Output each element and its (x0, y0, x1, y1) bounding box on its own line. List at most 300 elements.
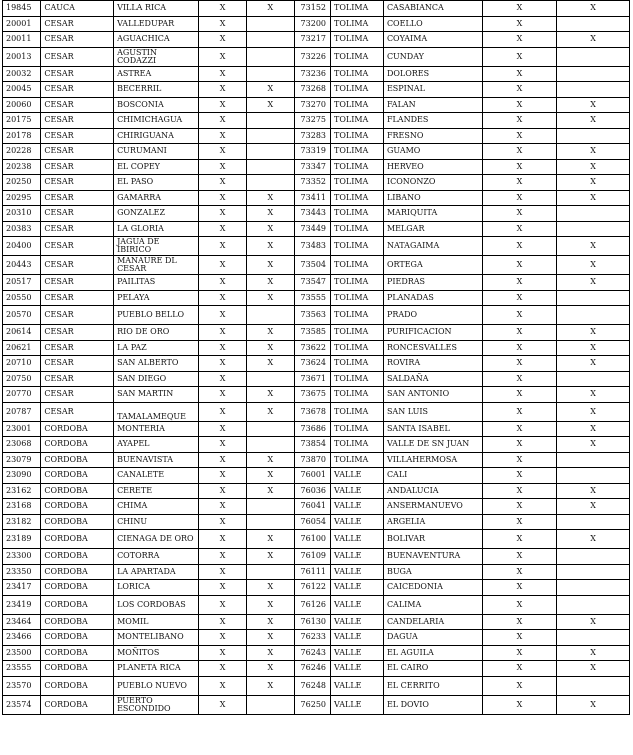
mark-b-left-cell: X (246, 221, 294, 237)
code-right-cell: 73563 (294, 306, 330, 325)
mark-b-left-cell (246, 175, 294, 191)
dept-left-cell: CESAR (41, 387, 114, 403)
code-left-cell: 20750 (3, 371, 41, 387)
mark-a-left-cell: X (199, 237, 247, 256)
mark-b-left-cell: X (246, 82, 294, 98)
mark-a-left-cell: X (199, 645, 247, 661)
code-left-cell: 20001 (3, 16, 41, 32)
table-row (3, 614, 630, 630)
dept-left-cell: CESAR (41, 16, 114, 32)
dept-right-cell: TOLIMA (331, 32, 384, 48)
dept-left-cell: CESAR (41, 113, 114, 129)
municipio-right-cell: CALIMA (383, 595, 482, 614)
mark-b-left-cell: X (246, 595, 294, 614)
code-left-cell: 20032 (3, 66, 41, 82)
dept-right-cell: TOLIMA (331, 144, 384, 160)
municipio-right-cell: SANTA ISABEL (383, 421, 482, 437)
code-left-cell: 23182 (3, 514, 41, 530)
mark-b-right-cell (557, 549, 630, 565)
code-left-cell: 20400 (3, 237, 41, 256)
municipio-left-cell: CANALETE (114, 468, 199, 484)
code-right-cell: 73854 (294, 437, 330, 453)
dept-left-cell: CESAR (41, 144, 114, 160)
mark-a-left-cell: X (199, 325, 247, 341)
code-right-cell: 73217 (294, 32, 330, 48)
table-row (3, 128, 630, 144)
mark-a-left-cell: X (199, 630, 247, 646)
dept-right-cell: TOLIMA (331, 402, 384, 421)
municipio-left-cell: EL COPEY (114, 159, 199, 175)
table-row (3, 82, 630, 98)
mark-a-right-cell: X (482, 144, 557, 160)
table-row (3, 144, 630, 160)
municipio-left-cell: LA GLORIA (114, 221, 199, 237)
dept-left-cell: CORDOBA (41, 645, 114, 661)
code-right-cell: 73504 (294, 256, 330, 275)
code-left-cell: 20310 (3, 206, 41, 222)
code-right-cell: 73686 (294, 421, 330, 437)
code-right-cell: 73352 (294, 175, 330, 191)
table-row (3, 530, 630, 549)
dept-left-cell: CESAR (41, 66, 114, 82)
mark-b-right-cell: X (557, 645, 630, 661)
mark-a-left-cell: X (199, 549, 247, 565)
table-row (3, 371, 630, 387)
municipio-right-cell: PLANADAS (383, 290, 482, 306)
municipio-left-cell: MANAURE DL CESAR (114, 256, 199, 275)
dept-right-cell: TOLIMA (331, 82, 384, 98)
mark-a-left-cell: X (199, 514, 247, 530)
mark-a-left-cell: X (199, 595, 247, 614)
mark-a-left-cell: X (199, 452, 247, 468)
municipio-right-cell: ROVIRA (383, 356, 482, 372)
dept-right-cell: TOLIMA (331, 159, 384, 175)
table-row (3, 97, 630, 113)
mark-a-right-cell: X (482, 402, 557, 421)
table-row (3, 421, 630, 437)
municipio-right-cell: FRESNO (383, 128, 482, 144)
code-left-cell: 20175 (3, 113, 41, 129)
code-left-cell: 23500 (3, 645, 41, 661)
municipio-left-cell: BOSCONIA (114, 97, 199, 113)
code-right-cell: 73200 (294, 16, 330, 32)
dept-left-cell: CORDOBA (41, 421, 114, 437)
mark-a-right-cell: X (482, 237, 557, 256)
mark-a-left-cell: X (199, 468, 247, 484)
code-left-cell: 23168 (3, 499, 41, 515)
mark-a-right-cell: X (482, 661, 557, 677)
municipio-left-cell: EL PASO (114, 175, 199, 191)
dept-right-cell: VALLE (331, 695, 384, 714)
mark-b-left-cell: X (246, 190, 294, 206)
municipio-right-cell: EL AGUILA (383, 645, 482, 661)
table-row (3, 580, 630, 596)
dept-left-cell: CORDOBA (41, 549, 114, 565)
code-right-cell: 76109 (294, 549, 330, 565)
dept-left-cell: CESAR (41, 356, 114, 372)
dept-right-cell: TOLIMA (331, 256, 384, 275)
municipio-right-cell: NATAGAIMA (383, 237, 482, 256)
mark-b-left-cell: X (246, 1, 294, 17)
code-right-cell: 73624 (294, 356, 330, 372)
mark-b-right-cell: X (557, 256, 630, 275)
municipio-right-cell: COELLO (383, 16, 482, 32)
table-row (3, 483, 630, 499)
code-right-cell: 73347 (294, 159, 330, 175)
municipio-left-cell: VILLA RICA (114, 1, 199, 17)
mark-b-right-cell (557, 128, 630, 144)
mark-b-right-cell: X (557, 695, 630, 714)
mark-a-left-cell: X (199, 564, 247, 580)
code-left-cell: 23570 (3, 676, 41, 695)
municipio-left-cell: PAILITAS (114, 275, 199, 291)
municipio-right-cell: HERVEO (383, 159, 482, 175)
municipio-left-cell: GAMARRA (114, 190, 199, 206)
table-row (3, 1, 630, 17)
municipio-left-cell: CHIRIGUANA (114, 128, 199, 144)
mark-a-left-cell: X (199, 661, 247, 677)
dept-left-cell: CESAR (41, 159, 114, 175)
municipio-right-cell: CAICEDONIA (383, 580, 482, 596)
municipio-right-cell: ARGELIA (383, 514, 482, 530)
code-right-cell: 73622 (294, 340, 330, 356)
mark-a-left-cell: X (199, 113, 247, 129)
mark-a-right-cell: X (482, 549, 557, 565)
dept-left-cell: CESAR (41, 237, 114, 256)
mark-a-right-cell: X (482, 452, 557, 468)
code-left-cell: 20710 (3, 356, 41, 372)
municipio-left-cell: JAGUA DE IBIRICO (114, 237, 199, 256)
municipio-right-cell: DOLORES (383, 66, 482, 82)
mark-a-left-cell: X (199, 340, 247, 356)
mark-b-right-cell (557, 630, 630, 646)
mark-a-left-cell: X (199, 97, 247, 113)
mark-a-left-cell: X (199, 421, 247, 437)
dept-right-cell: VALLE (331, 483, 384, 499)
mark-b-left-cell: X (246, 549, 294, 565)
code-right-cell: 76130 (294, 614, 330, 630)
municipio-right-cell: VILLAHERMOSA (383, 452, 482, 468)
table-row (3, 695, 630, 714)
mark-b-left-cell: X (246, 402, 294, 421)
dept-right-cell: TOLIMA (331, 356, 384, 372)
table-row (3, 661, 630, 677)
mark-b-left-cell: X (246, 387, 294, 403)
mark-a-right-cell: X (482, 97, 557, 113)
mark-a-left-cell: X (199, 144, 247, 160)
code-right-cell: 73547 (294, 275, 330, 291)
mark-a-left-cell: X (199, 695, 247, 714)
mark-b-left-cell (246, 371, 294, 387)
mark-a-left-cell: X (199, 128, 247, 144)
mark-b-right-cell (557, 676, 630, 695)
dept-left-cell: CORDOBA (41, 499, 114, 515)
dept-left-cell: CORDOBA (41, 468, 114, 484)
mark-b-left-cell: X (246, 237, 294, 256)
mark-a-left-cell: X (199, 159, 247, 175)
dept-right-cell: VALLE (331, 564, 384, 580)
mark-b-right-cell: X (557, 275, 630, 291)
municipio-left-cell: SAN ALBERTO (114, 356, 199, 372)
code-left-cell: 20238 (3, 159, 41, 175)
mark-b-right-cell (557, 306, 630, 325)
code-right-cell: 73443 (294, 206, 330, 222)
mark-a-right-cell: X (482, 190, 557, 206)
municipio-left-cell: CHINU (114, 514, 199, 530)
dept-left-cell: CORDOBA (41, 437, 114, 453)
code-left-cell: 23350 (3, 564, 41, 580)
mark-b-left-cell (246, 421, 294, 437)
mark-b-left-cell: X (246, 290, 294, 306)
municipio-right-cell: CUNDAY (383, 47, 482, 66)
table-row (3, 325, 630, 341)
mark-a-left-cell: X (199, 275, 247, 291)
mark-b-left-cell (246, 144, 294, 160)
mark-b-right-cell (557, 221, 630, 237)
code-left-cell: 23574 (3, 695, 41, 714)
municipio-left-cell: CIENAGA DE ORO (114, 530, 199, 549)
code-left-cell: 23001 (3, 421, 41, 437)
municipio-left-cell: CHIMICHAGUA (114, 113, 199, 129)
dept-right-cell: VALLE (331, 661, 384, 677)
mark-b-right-cell (557, 47, 630, 66)
code-right-cell: 76248 (294, 676, 330, 695)
code-left-cell: 23090 (3, 468, 41, 484)
mark-b-right-cell: X (557, 144, 630, 160)
mark-a-left-cell: X (199, 483, 247, 499)
mark-a-right-cell: X (482, 695, 557, 714)
municipio-left-cell: ASTREA (114, 66, 199, 82)
dept-left-cell: CORDOBA (41, 630, 114, 646)
mark-a-right-cell: X (482, 421, 557, 437)
code-right-cell: 73283 (294, 128, 330, 144)
municipio-right-cell: DAGUA (383, 630, 482, 646)
mark-b-right-cell (557, 580, 630, 596)
municipio-left-cell: LA APARTADA (114, 564, 199, 580)
code-right-cell: 76036 (294, 483, 330, 499)
mark-b-left-cell (246, 66, 294, 82)
mark-a-left-cell: X (199, 614, 247, 630)
mark-b-left-cell: X (246, 356, 294, 372)
code-right-cell: 76243 (294, 645, 330, 661)
mark-b-left-cell: X (246, 645, 294, 661)
mark-b-left-cell: X (246, 340, 294, 356)
dept-right-cell: TOLIMA (331, 421, 384, 437)
mark-a-right-cell: X (482, 275, 557, 291)
mark-b-left-cell (246, 514, 294, 530)
mark-b-right-cell: X (557, 113, 630, 129)
mark-a-left-cell: X (199, 32, 247, 48)
code-right-cell: 76126 (294, 595, 330, 614)
dept-right-cell: TOLIMA (331, 97, 384, 113)
dept-right-cell: VALLE (331, 580, 384, 596)
table-row (3, 221, 630, 237)
municipio-left-cell: AGUSTIN CODAZZI (114, 47, 199, 66)
municipio-right-cell: SAN ANTONIO (383, 387, 482, 403)
municipio-left-cell: PUEBLO BELLO (114, 306, 199, 325)
mark-a-right-cell: X (482, 468, 557, 484)
municipio-left-cell: PUERTO ESCONDIDO (114, 695, 199, 714)
code-left-cell: 20770 (3, 387, 41, 403)
municipio-right-cell: FALAN (383, 97, 482, 113)
table-row (3, 32, 630, 48)
code-left-cell: 20383 (3, 221, 41, 237)
mark-b-right-cell: X (557, 614, 630, 630)
municipio-left-cell: CERETE (114, 483, 199, 499)
dept-right-cell: VALLE (331, 614, 384, 630)
table-row (3, 175, 630, 191)
dept-right-cell: VALLE (331, 499, 384, 515)
dept-right-cell: TOLIMA (331, 190, 384, 206)
mark-a-left-cell: X (199, 290, 247, 306)
municipio-left-cell: MOMIL (114, 614, 199, 630)
mark-a-right-cell: X (482, 128, 557, 144)
mark-b-right-cell (557, 452, 630, 468)
mark-a-right-cell: X (482, 595, 557, 614)
mark-b-right-cell: X (557, 661, 630, 677)
mark-a-left-cell: X (199, 371, 247, 387)
code-left-cell: 20045 (3, 82, 41, 98)
mark-b-right-cell (557, 16, 630, 32)
mark-b-right-cell (557, 290, 630, 306)
code-left-cell: 23079 (3, 452, 41, 468)
table-row (3, 113, 630, 129)
mark-b-left-cell (246, 499, 294, 515)
code-left-cell: 20178 (3, 128, 41, 144)
dept-left-cell: CESAR (41, 325, 114, 341)
code-right-cell: 73585 (294, 325, 330, 341)
mark-a-left-cell: X (199, 676, 247, 695)
dept-right-cell: TOLIMA (331, 237, 384, 256)
table-row (3, 514, 630, 530)
dept-right-cell: VALLE (331, 676, 384, 695)
mark-b-left-cell (246, 564, 294, 580)
municipio-right-cell: EL CAIRO (383, 661, 482, 677)
code-right-cell: 73152 (294, 1, 330, 17)
municipio-left-cell: TAMALAMEQUE (114, 402, 199, 421)
mark-a-left-cell: X (199, 16, 247, 32)
mark-b-left-cell: X (246, 325, 294, 341)
table-row (3, 159, 630, 175)
dept-right-cell: TOLIMA (331, 175, 384, 191)
code-left-cell: 20013 (3, 47, 41, 66)
mark-b-right-cell: X (557, 190, 630, 206)
mark-a-right-cell: X (482, 47, 557, 66)
dept-left-cell: CESAR (41, 82, 114, 98)
mark-a-right-cell: X (482, 32, 557, 48)
municipio-right-cell: BUGA (383, 564, 482, 580)
dept-left-cell: CORDOBA (41, 530, 114, 549)
municipio-left-cell: MONTERIA (114, 421, 199, 437)
dept-left-cell: CESAR (41, 47, 114, 66)
mark-a-left-cell: X (199, 499, 247, 515)
table-row (3, 468, 630, 484)
dept-right-cell: TOLIMA (331, 275, 384, 291)
table-row (3, 645, 630, 661)
dept-left-cell: CESAR (41, 175, 114, 191)
municipio-left-cell: VALLEDUPAR (114, 16, 199, 32)
municipio-right-cell: ANSERMANUEVO (383, 499, 482, 515)
municipio-left-cell: SAN DIEGO (114, 371, 199, 387)
dept-right-cell: TOLIMA (331, 437, 384, 453)
mark-b-right-cell: X (557, 340, 630, 356)
municipio-right-cell: CANDELARIA (383, 614, 482, 630)
dept-left-cell: CESAR (41, 32, 114, 48)
mark-a-right-cell: X (482, 630, 557, 646)
table-row (3, 387, 630, 403)
code-right-cell: 76111 (294, 564, 330, 580)
mark-a-right-cell: X (482, 206, 557, 222)
mark-b-right-cell: X (557, 175, 630, 191)
mark-a-left-cell: X (199, 190, 247, 206)
mark-b-right-cell (557, 564, 630, 580)
municipio-right-cell: PURIFICACION (383, 325, 482, 341)
code-left-cell: 23466 (3, 630, 41, 646)
mark-a-right-cell: X (482, 371, 557, 387)
code-left-cell: 20570 (3, 306, 41, 325)
table-row (3, 306, 630, 325)
municipio-right-cell: BUENAVENTURA (383, 549, 482, 565)
table-row (3, 595, 630, 614)
mark-a-right-cell: X (482, 676, 557, 695)
code-right-cell: 73226 (294, 47, 330, 66)
code-right-cell: 76233 (294, 630, 330, 646)
dept-right-cell: TOLIMA (331, 128, 384, 144)
code-right-cell: 73870 (294, 452, 330, 468)
code-right-cell: 73268 (294, 82, 330, 98)
dept-left-cell: CESAR (41, 275, 114, 291)
code-right-cell: 73270 (294, 97, 330, 113)
mark-a-left-cell: X (199, 402, 247, 421)
dept-right-cell: VALLE (331, 549, 384, 565)
code-left-cell: 23189 (3, 530, 41, 549)
table-row (3, 47, 630, 66)
code-left-cell: 23300 (3, 549, 41, 565)
mark-a-right-cell: X (482, 306, 557, 325)
code-right-cell: 73675 (294, 387, 330, 403)
dept-right-cell: VALLE (331, 468, 384, 484)
code-right-cell: 73678 (294, 402, 330, 421)
table-row (3, 206, 630, 222)
mark-b-left-cell: X (246, 97, 294, 113)
mark-b-right-cell: X (557, 499, 630, 515)
mark-b-right-cell (557, 66, 630, 82)
municipio-left-cell: PLANETA RICA (114, 661, 199, 677)
code-left-cell: 20787 (3, 402, 41, 421)
dept-left-cell: CORDOBA (41, 564, 114, 580)
mark-a-right-cell: X (482, 340, 557, 356)
municipio-right-cell: ANDALUCIA (383, 483, 482, 499)
mark-b-right-cell: X (557, 483, 630, 499)
code-right-cell: 73319 (294, 144, 330, 160)
table-row (3, 16, 630, 32)
dept-right-cell: TOLIMA (331, 290, 384, 306)
dept-left-cell: CORDOBA (41, 452, 114, 468)
municipio-right-cell: ESPINAL (383, 82, 482, 98)
mark-b-right-cell (557, 206, 630, 222)
code-left-cell: 20614 (3, 325, 41, 341)
mark-b-left-cell: X (246, 275, 294, 291)
mark-b-left-cell (246, 113, 294, 129)
dept-left-cell: CESAR (41, 371, 114, 387)
municipio-left-cell: CURUMANI (114, 144, 199, 160)
mark-a-right-cell: X (482, 325, 557, 341)
code-right-cell: 76250 (294, 695, 330, 714)
dept-right-cell: TOLIMA (331, 340, 384, 356)
dept-left-cell: CESAR (41, 221, 114, 237)
dept-right-cell: VALLE (331, 595, 384, 614)
dept-left-cell: CESAR (41, 306, 114, 325)
